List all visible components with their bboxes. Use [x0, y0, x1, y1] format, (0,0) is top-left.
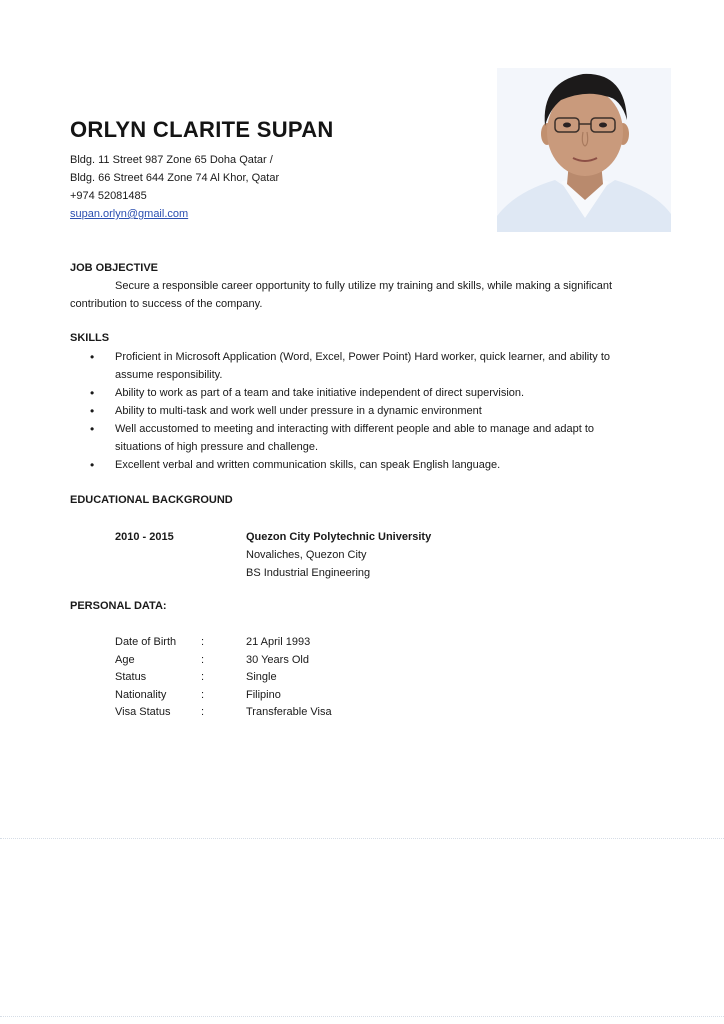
- personal-data-table: [115, 634, 435, 722]
- education-school: Quezon City Polytechnic University: [246, 531, 432, 543]
- skills-list: [88, 348, 628, 474]
- personal-data-label: Visa Status: [115, 706, 171, 719]
- contact-block: [70, 151, 279, 223]
- personal-data-label: Status: [115, 671, 147, 684]
- profile-photo-illustration: [497, 68, 671, 232]
- skill-item: • Ability to multi-task and work well under pressure in a dynamic environment: [88, 402, 628, 420]
- skills-heading: SKILLS: [70, 332, 110, 344]
- phone-number: +974 52081485: [70, 190, 147, 202]
- scan-artifact-line: [0, 838, 724, 839]
- personal-data-colon: :: [201, 636, 205, 648]
- profile-photo: [497, 68, 671, 232]
- personal-data-label: Nationality: [115, 688, 167, 701]
- education-years: 2010 - 2015: [115, 531, 174, 543]
- personal-data-row: [115, 687, 435, 705]
- skill-item: • Proficient in Microsoft Application (Word, Excel, Power Point) Hard worker, quick learner, and ability to assume responsibility.: [88, 348, 628, 384]
- personal-data-colon: :: [201, 706, 205, 719]
- scan-artifact-line: [0, 1016, 724, 1017]
- personal-data-value: Single: [246, 671, 277, 684]
- skill-item: • Ability to work as part of a team and take initiative independent of direct supervision.: [88, 384, 628, 402]
- email-link[interactable]: supan.orlyn@gmail.com: [70, 208, 189, 220]
- education-degree: BS Industrial Engineering: [246, 567, 371, 579]
- personal-data-colon: :: [201, 653, 205, 666]
- job-objective-heading: JOB OBJECTIVE: [70, 262, 159, 274]
- address-line-2: Bldg. 66 Street 644 Zone 74 Al Khor, Qatar: [70, 172, 280, 184]
- personal-data-colon: :: [201, 688, 205, 701]
- personal-data-row: [115, 704, 435, 722]
- skill-item: • Excellent verbal and written communication skills, can speak English language.: [88, 456, 628, 474]
- personal-data-value: Filipino: [246, 688, 281, 701]
- personal-data-value: 21 April 1993: [246, 636, 311, 648]
- applicant-name: ORLYN CLARITE SUPAN: [70, 117, 334, 142]
- personal-data-heading: PERSONAL DATA:: [70, 600, 167, 612]
- job-objective-text: Secure a responsible career opportunity to fully utilize my training and skills, while making a significant contribution to success of the company.: [70, 280, 613, 310]
- personal-data-label: Date of Birth: [115, 636, 177, 648]
- education-heading: EDUCATIONAL BACKGROUND: [70, 494, 233, 506]
- skill-item: • Well accustomed to meeting and interacting with different people and able to manage and adapt to situations of high pressure and challenge.: [88, 420, 628, 456]
- education-location: Novaliches, Quezon City: [246, 549, 367, 561]
- personal-data-value: 30 Years Old: [246, 653, 309, 666]
- personal-data-row: [115, 652, 435, 670]
- personal-data-colon: :: [201, 671, 205, 684]
- address-line-1: Bldg. 11 Street 987 Zone 65 Doha Qatar /: [70, 154, 273, 166]
- personal-data-value: Transferable Visa: [246, 706, 332, 719]
- personal-data-label: Age: [115, 653, 135, 666]
- personal-data-row: [115, 669, 435, 687]
- personal-data-row: [115, 634, 435, 652]
